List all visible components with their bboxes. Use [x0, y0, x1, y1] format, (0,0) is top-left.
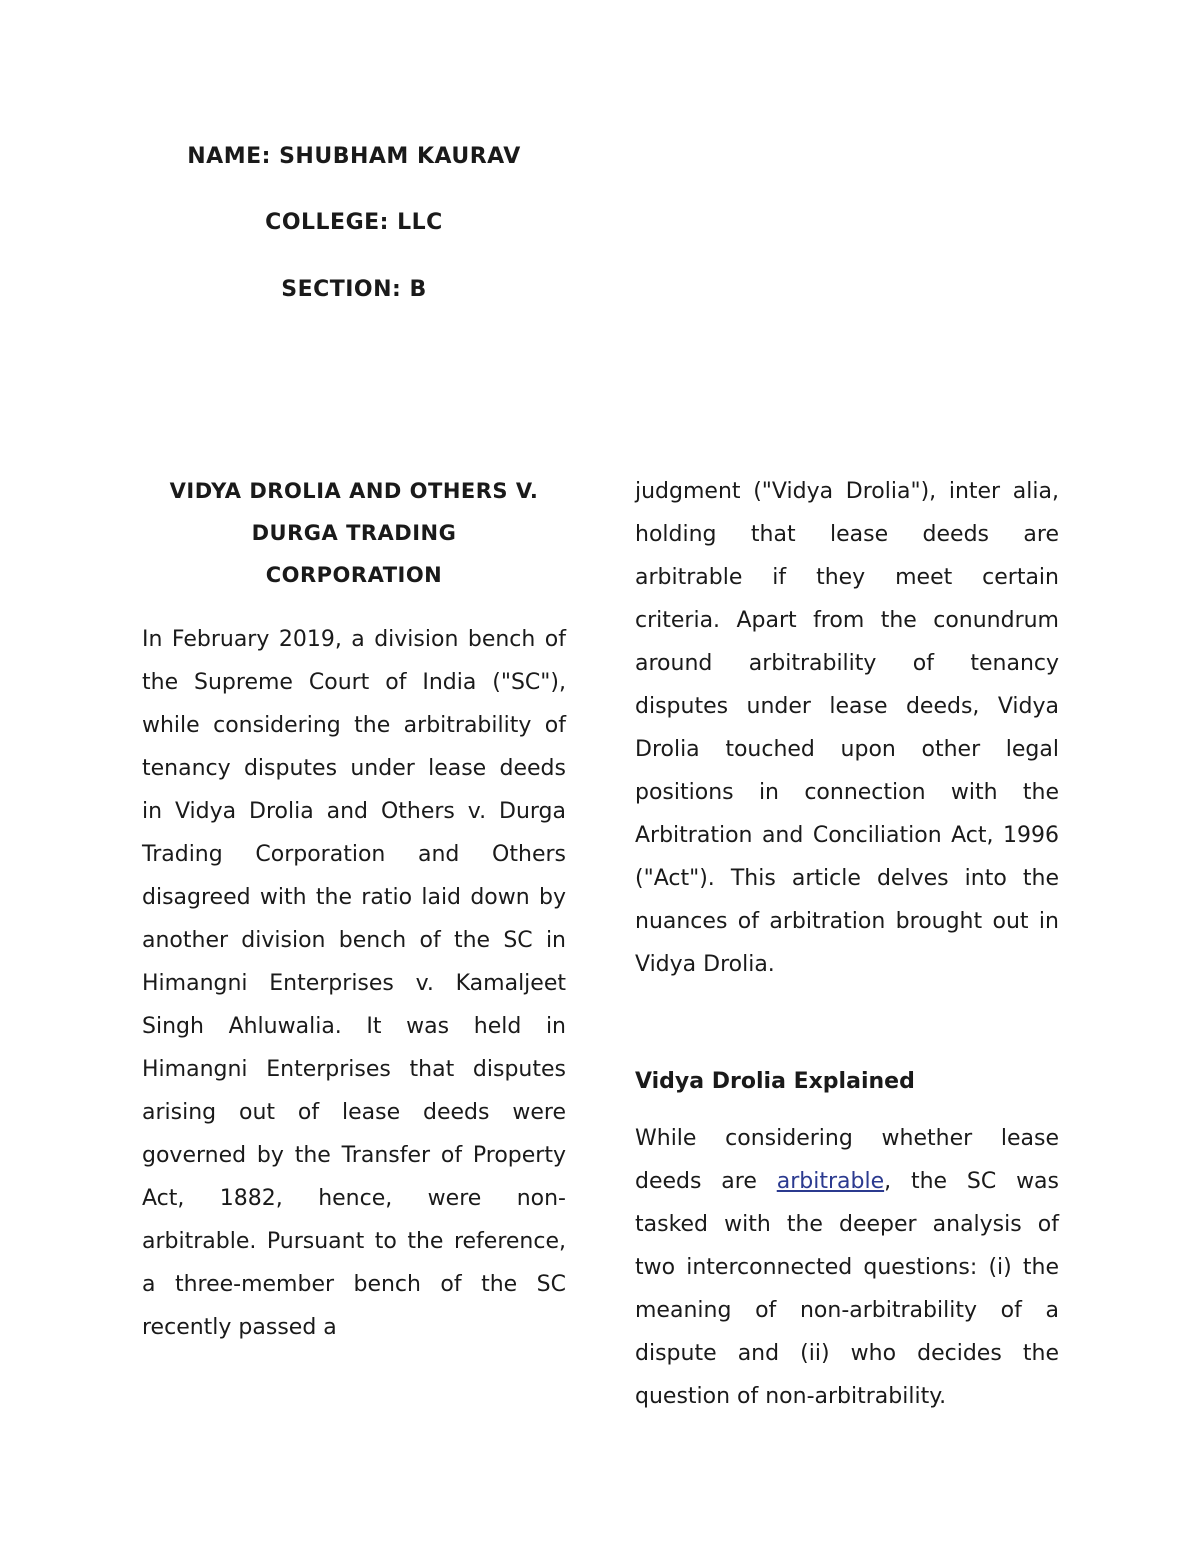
- section-heading: Vidya Drolia Explained: [635, 1069, 915, 1094]
- article-title-line: CORPORATION: [265, 563, 443, 587]
- article-title-line: VIDYA DROLIA AND OTHERS V.: [169, 479, 539, 503]
- explained-text-end: , the SC was tasked with the deeper analysis of two interconnected questions: (i) the meaning of non-arbitrability of a dispute and (ii) who decides the question of non-arbitrability.: [635, 1169, 1059, 1409]
- article-title: [142, 470, 566, 596]
- article-title-line: DURGA TRADING: [251, 521, 457, 545]
- intro-paragraph: In February 2019, a division bench of the Supreme Court of India ("SC"), while considering the arbitrability of tenancy disputes under lease deeds in Vidya Drolia and Others v. Durga Trading Corporation and Others disagreed with the ratio laid down by another division bench of the SC in Himangni Enterprises v. Kamaljeet Singh Ahluwalia. It was held in Himangni Enterprises that disputes arising out of lease deeds were governed by the Transfer of Property Act, 1882, hence, were non-arbitrable. Pursuant to the reference, a three-member bench of the SC recently passed a: [142, 627, 566, 1340]
- continued-paragraph: judgment ("Vidya Drolia"), inter alia, holding that lease deeds are arbitrable if they meet certain criteria. Apart from the conundrum around arbitrability of tenancy disputes under lease deeds, Vidya Drolia touched upon other legal positions in connection with the Arbitration and Conciliation Act, 1996 ("Act"). This article delves into the nuances of arbitration brought out in Vidya Drolia.: [635, 479, 1059, 977]
- left-column: [142, 470, 566, 1349]
- college-name: COLLEGE: LLC: [265, 210, 443, 235]
- explained-text-start: While considering whether lease deeds are: [635, 1126, 1059, 1194]
- right-column: [635, 470, 1059, 1409]
- student-name: NAME: SHUBHAM KAURAV: [187, 144, 521, 169]
- arbitrable-link[interactable]: arbitrable: [776, 1169, 885, 1194]
- explained-paragraph: [635, 1117, 1059, 1418]
- section-label: SECTION: B: [281, 277, 427, 302]
